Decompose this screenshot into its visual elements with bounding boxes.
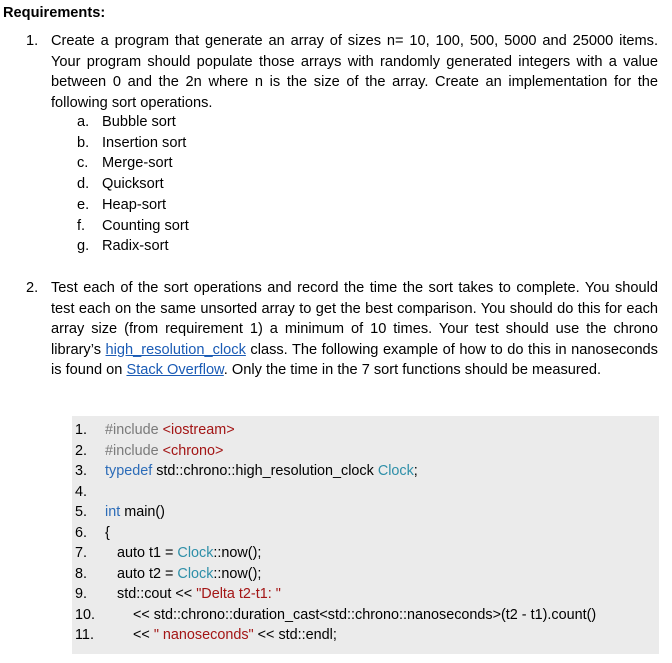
code-line: 1. #include <iostream> xyxy=(75,422,235,438)
code-line: 4. xyxy=(75,483,88,500)
requirement-2-text: Test each of the sort operations and record the time the sort takes to complete. You should test each on the same unsorted array to get the best comparison. You should do this for each array size (from requirement 1) a minimum of 10 times. Your test should use the chrono library’s high_resolution_clock class. The following example of how to do this in nanoseconds is found on Stack Overflow. Only the time in the 7 sort functions should be measured. xyxy=(51,280,658,378)
list-item: e. Heap-sort xyxy=(77,196,167,213)
list-item: f. Counting sort xyxy=(77,217,189,234)
list-item: g. Radix-sort xyxy=(77,238,169,255)
stack-overflow-link[interactable]: Stack Overflow xyxy=(126,362,224,378)
list-item: c. Merge-sort xyxy=(77,155,173,172)
code-line: 10. << std::chrono::duration_cast<std::chrono::nanoseconds>(t2 - t1).count() xyxy=(75,606,597,623)
code-line: 5. int main() xyxy=(75,504,165,520)
requirement-1-text: Create a program that generate an array of sizes n= 10, 100, 500, 5000 and 25000 items. Your program should populate those arrays with randomly generated integers with a value between 0 and the 2n where n is the size of the array. Create an implementation for the following sort operations. xyxy=(51,33,658,111)
code-line: 2. #include <chrono> xyxy=(75,442,224,459)
list-item: b. Insertion sort xyxy=(77,134,187,151)
code-line: 9. std::cout << "Delta t2-t1: " xyxy=(75,586,281,602)
code-line: 3. typedef std::chrono::high_resolution_clock Clock; xyxy=(75,463,418,479)
list-item: d. Quicksort xyxy=(77,176,164,193)
requirement-2-number: 2. xyxy=(26,280,39,296)
code-line: 7. auto t1 = Clock::now(); xyxy=(75,545,262,561)
code-line: 11. << " nanoseconds" << std::endl; xyxy=(75,627,337,643)
code-block xyxy=(72,416,659,654)
code-line: 8. auto t2 = Clock::now(); xyxy=(75,565,262,582)
requirement-1-number: 1. xyxy=(26,33,39,49)
high-resolution-clock-link[interactable]: high_resolution_clock xyxy=(105,341,246,358)
code-line: 6. { xyxy=(75,524,110,541)
requirements-heading: Requirements: xyxy=(3,5,106,21)
list-item: a. Bubble sort xyxy=(77,114,176,130)
